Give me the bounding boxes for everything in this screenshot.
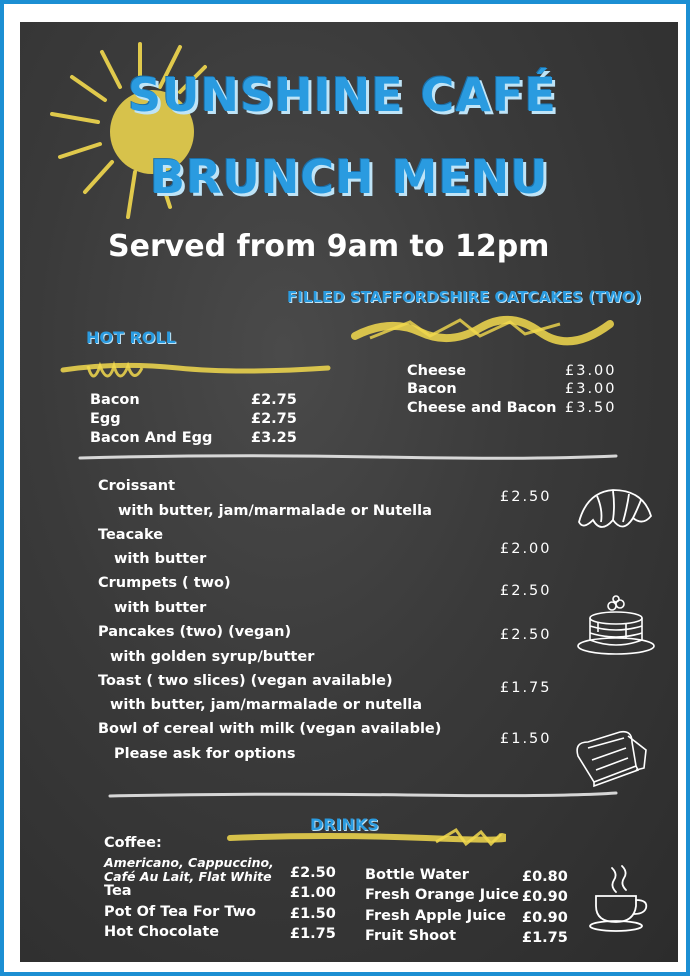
coffee-label: Coffee: bbox=[104, 835, 162, 851]
hot-roll-item-name: Egg bbox=[90, 411, 121, 427]
oatcake-item-price: £3.00 bbox=[565, 363, 617, 379]
coffee-cup-icon bbox=[588, 862, 654, 934]
breakfast-item-desc: with butter bbox=[114, 551, 207, 567]
chalk-scribble-oatcakes bbox=[350, 314, 630, 346]
pancakes-icon bbox=[576, 594, 662, 656]
hot-roll-item-price: £2.75 bbox=[251, 411, 297, 427]
breakfast-item-price: £2.50 bbox=[500, 489, 552, 505]
breakfast-item-name: Crumpets ( two) bbox=[98, 575, 231, 591]
drink-item-price: £1.75 bbox=[522, 930, 568, 946]
coffee-desc: Café Au Lait, Flat White bbox=[104, 869, 272, 884]
breakfast-item-price: £2.50 bbox=[500, 583, 552, 599]
chalk-divider bbox=[108, 790, 618, 800]
breakfast-item-name: Croissant bbox=[98, 478, 176, 494]
served-hours: Served from 9am to 12pm bbox=[108, 229, 550, 264]
drink-item-name: Pot Of Tea For Two bbox=[104, 904, 257, 920]
oatcake-item-price: £3.00 bbox=[565, 381, 617, 397]
hot-roll-item-price: £2.75 bbox=[251, 392, 297, 408]
hot-roll-item-name: Bacon bbox=[90, 392, 140, 408]
drink-item-price: £1.75 bbox=[290, 926, 336, 942]
toast-icon bbox=[570, 726, 654, 788]
hot-roll-item-name: Bacon And Egg bbox=[90, 430, 213, 446]
drink-item-name: Bottle Water bbox=[365, 867, 469, 883]
breakfast-item-name: Pancakes (two) (vegan) bbox=[98, 624, 292, 640]
drink-item-price: £1.50 bbox=[290, 906, 336, 922]
title-line-1: SUNSHINE CAFÉ bbox=[128, 68, 557, 122]
oatcakes-title: FILLED STAFFORDSHIRE OATCAKES (TWO) bbox=[287, 288, 642, 306]
drink-item-name: Fresh Apple Juice bbox=[365, 908, 506, 924]
oatcake-item-name: Cheese bbox=[407, 363, 467, 379]
breakfast-item-desc: with butter bbox=[114, 600, 207, 616]
breakfast-item-desc: Please ask for options bbox=[114, 746, 296, 762]
croissant-icon bbox=[573, 482, 655, 544]
oatcake-item-name: Cheese and Bacon bbox=[407, 400, 557, 416]
menu-frame bbox=[4, 4, 686, 972]
breakfast-item-name: Teacake bbox=[98, 527, 164, 543]
drink-item-price: £0.90 bbox=[522, 910, 568, 926]
oatcake-item-price: £3.50 bbox=[565, 400, 617, 416]
chalk-scribble-drinks bbox=[226, 826, 506, 852]
breakfast-item-name: Toast ( two slices) (vegan available) bbox=[98, 673, 393, 689]
breakfast-item-price: £1.75 bbox=[500, 680, 552, 696]
oatcake-item-name: Bacon bbox=[407, 381, 457, 397]
drink-item-price: £1.00 bbox=[290, 885, 336, 901]
chalk-scribble-hot-roll bbox=[58, 354, 338, 390]
coffee-price: £2.50 bbox=[290, 865, 336, 881]
breakfast-item-desc: with golden syrup/butter bbox=[110, 649, 315, 665]
chalkboard bbox=[20, 22, 678, 962]
hot-roll-item-price: £3.25 bbox=[251, 430, 297, 446]
drink-item-price: £0.80 bbox=[522, 869, 568, 885]
breakfast-item-name: Bowl of cereal with milk (vegan available) bbox=[98, 721, 442, 737]
breakfast-item-price: £1.50 bbox=[500, 731, 552, 747]
drink-item-name: Tea bbox=[104, 883, 132, 899]
drink-item-name: Fresh Orange Juice bbox=[365, 887, 519, 903]
drink-item-price: £0.90 bbox=[522, 889, 568, 905]
drink-item-name: Hot Chocolate bbox=[104, 924, 220, 940]
breakfast-item-desc: with butter, jam/marmalade or Nutella bbox=[118, 503, 432, 519]
drinks-title: DRINKS bbox=[310, 815, 379, 834]
drink-item-name: Fruit Shoot bbox=[365, 928, 457, 944]
title-line-2: BRUNCH MENU bbox=[150, 150, 549, 204]
breakfast-item-desc: with butter, jam/marmalade or nutella bbox=[110, 697, 423, 713]
breakfast-item-price: £2.00 bbox=[500, 541, 552, 557]
coffee-desc: Americano, Cappuccino, bbox=[104, 855, 274, 870]
hot-roll-title: HOT ROLL bbox=[86, 328, 176, 347]
chalk-divider bbox=[78, 452, 618, 462]
breakfast-item-price: £2.50 bbox=[500, 627, 552, 643]
